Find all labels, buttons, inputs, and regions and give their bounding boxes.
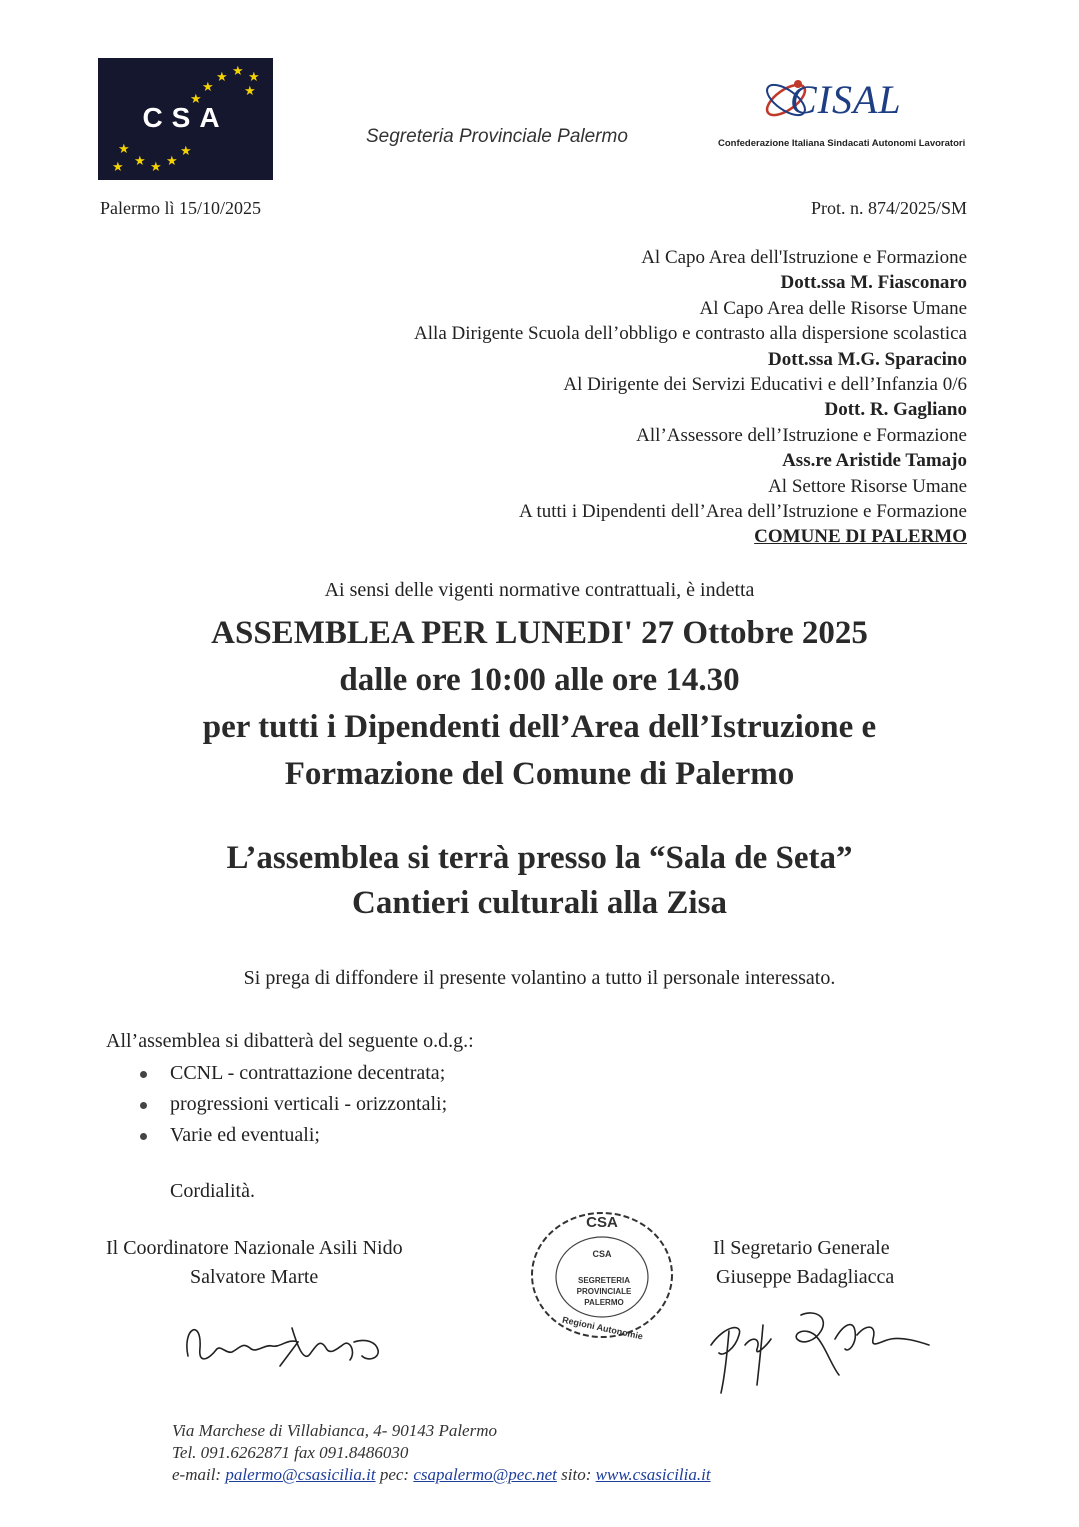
- venue-line: Cantieri culturali alla Zisa: [352, 885, 727, 921]
- recipient-line: Al Dirigente dei Servizi Educativi e dell’Infanzia 0/6: [563, 374, 967, 396]
- agenda-item: Varie ed eventuali;: [140, 1120, 447, 1151]
- date-line: Palermo lì 15/10/2025: [100, 198, 261, 218]
- agenda-intro: All’assemblea si dibatterà del seguente o.d.g.:: [106, 1030, 474, 1052]
- stamp-top-text: CSA: [586, 1214, 618, 1231]
- cisal-logo-text: CISAL: [790, 77, 902, 122]
- star-icon: ★: [190, 91, 202, 106]
- stamp-bottom-text: Regioni Autonomie: [561, 1314, 644, 1342]
- left-signer-role: Il Coordinatore Nazionale Asili Nido: [106, 1237, 403, 1259]
- star-icon: ★: [232, 63, 244, 78]
- right-signer-role: Il Segretario Generale: [713, 1237, 890, 1259]
- pec-label: pec:: [379, 1465, 410, 1484]
- agenda-list: [140, 1058, 447, 1151]
- star-icon: ★: [248, 69, 260, 84]
- recipient-line: Alla Dirigente Scuola dell’obbligo e contrasto alla dispersione scolastica: [414, 323, 967, 345]
- recipient-line: Al Settore Risorse Umane: [768, 475, 967, 497]
- recipient-name: Dott. R. Gagliano: [824, 399, 967, 421]
- site-link[interactable]: www.csasicilia.it: [595, 1465, 711, 1484]
- stamp-line3: PALERMO: [584, 1298, 624, 1307]
- headline-line: ASSEMBLEA PER LUNEDI' 27 Ottobre 2025: [211, 615, 868, 651]
- recipient-line: Al Capo Area dell'Istruzione e Formazione: [641, 247, 967, 268]
- footer-contacts: [172, 1464, 711, 1486]
- recipient-name: Ass.re Aristide Tamajo: [782, 450, 967, 472]
- assembly-headline: [0, 610, 1079, 798]
- venue-line: L’assemblea si terrà presso la “Sala de Seta”: [226, 840, 853, 876]
- pec-link[interactable]: csapalermo@pec.net: [413, 1465, 557, 1484]
- recipient-line: All’Assessore dell’Istruzione e Formazione: [636, 424, 967, 446]
- footer-phone: Tel. 091.6262871 fax 091.8486030: [172, 1443, 409, 1462]
- site-label: sito:: [561, 1465, 592, 1484]
- right-signer-name: Giuseppe Badagliacca: [716, 1266, 895, 1288]
- recipients-block: [414, 245, 967, 550]
- stamp-mid-text: CSA: [592, 1249, 612, 1259]
- csa-logo: [98, 58, 273, 180]
- agenda-item: progressioni verticali - orizzontali;: [140, 1089, 447, 1120]
- star-icon: ★: [202, 79, 214, 94]
- protocol-number: Prot. n. 874/2025/SM: [810, 198, 967, 218]
- csa-logo-text: CSA: [142, 102, 229, 133]
- recipient-line: Al Capo Area delle Risorse Umane: [699, 297, 967, 319]
- email-link[interactable]: palermo@csasicilia.it: [225, 1465, 376, 1484]
- right-signature: [705, 1305, 935, 1400]
- closing-text: Cordialità.: [170, 1180, 255, 1202]
- footer: [172, 1420, 711, 1486]
- agenda-item: CCNL - contrattazione decentrata;: [140, 1058, 447, 1089]
- intro-text: Ai sensi delle vigenti normative contrattuali, è indetta: [324, 579, 755, 601]
- star-icon: ★: [112, 159, 124, 174]
- footer-address: Via Marchese di Villabianca, 4- 90143 Palermo: [172, 1421, 497, 1440]
- star-icon: ★: [244, 83, 256, 98]
- headline-line: dalle ore 10:00 alle ore 14.30: [339, 662, 740, 698]
- left-signer-name: Salvatore Marte: [190, 1266, 319, 1288]
- stamp-line2: PROVINCIALE: [576, 1287, 632, 1296]
- star-icon: ★: [150, 159, 162, 174]
- venue-block: [0, 836, 1079, 926]
- star-icon: ★: [216, 69, 228, 84]
- segreteria-title: Segreteria Provinciale Palermo: [366, 126, 628, 147]
- stamp-line1: SEGRETERIA: [577, 1276, 631, 1285]
- recipient-name: Dott.ssa M. Fiasconaro: [780, 272, 967, 294]
- cisal-subtitle: Confederazione Italiana Sindacati Autonomi Lavoratori: [718, 138, 966, 149]
- headline-line: per tutti i Dipendenti dell’Area dell’Istruzione e: [202, 709, 877, 745]
- star-icon: ★: [166, 153, 178, 168]
- distribution-request: Si prega di diffondere il presente volantino a tutto il personale interessato.: [243, 967, 836, 989]
- headline-line: Formazione del Comune di Palermo: [284, 756, 795, 792]
- recipient-line: A tutti i Dipendenti dell’Area dell’Istruzione e Formazione: [519, 501, 967, 523]
- star-icon: ★: [134, 153, 146, 168]
- official-stamp: [525, 1205, 680, 1345]
- left-signature: [180, 1308, 400, 1383]
- cisal-logo: [718, 62, 998, 162]
- recipient-name: Dott.ssa M.G. Sparacino: [768, 348, 967, 370]
- recipient-organization: COMUNE DI PALERMO: [754, 526, 967, 548]
- star-icon: ★: [180, 143, 192, 158]
- star-icon: ★: [118, 141, 130, 156]
- email-label: e-mail:: [172, 1465, 222, 1484]
